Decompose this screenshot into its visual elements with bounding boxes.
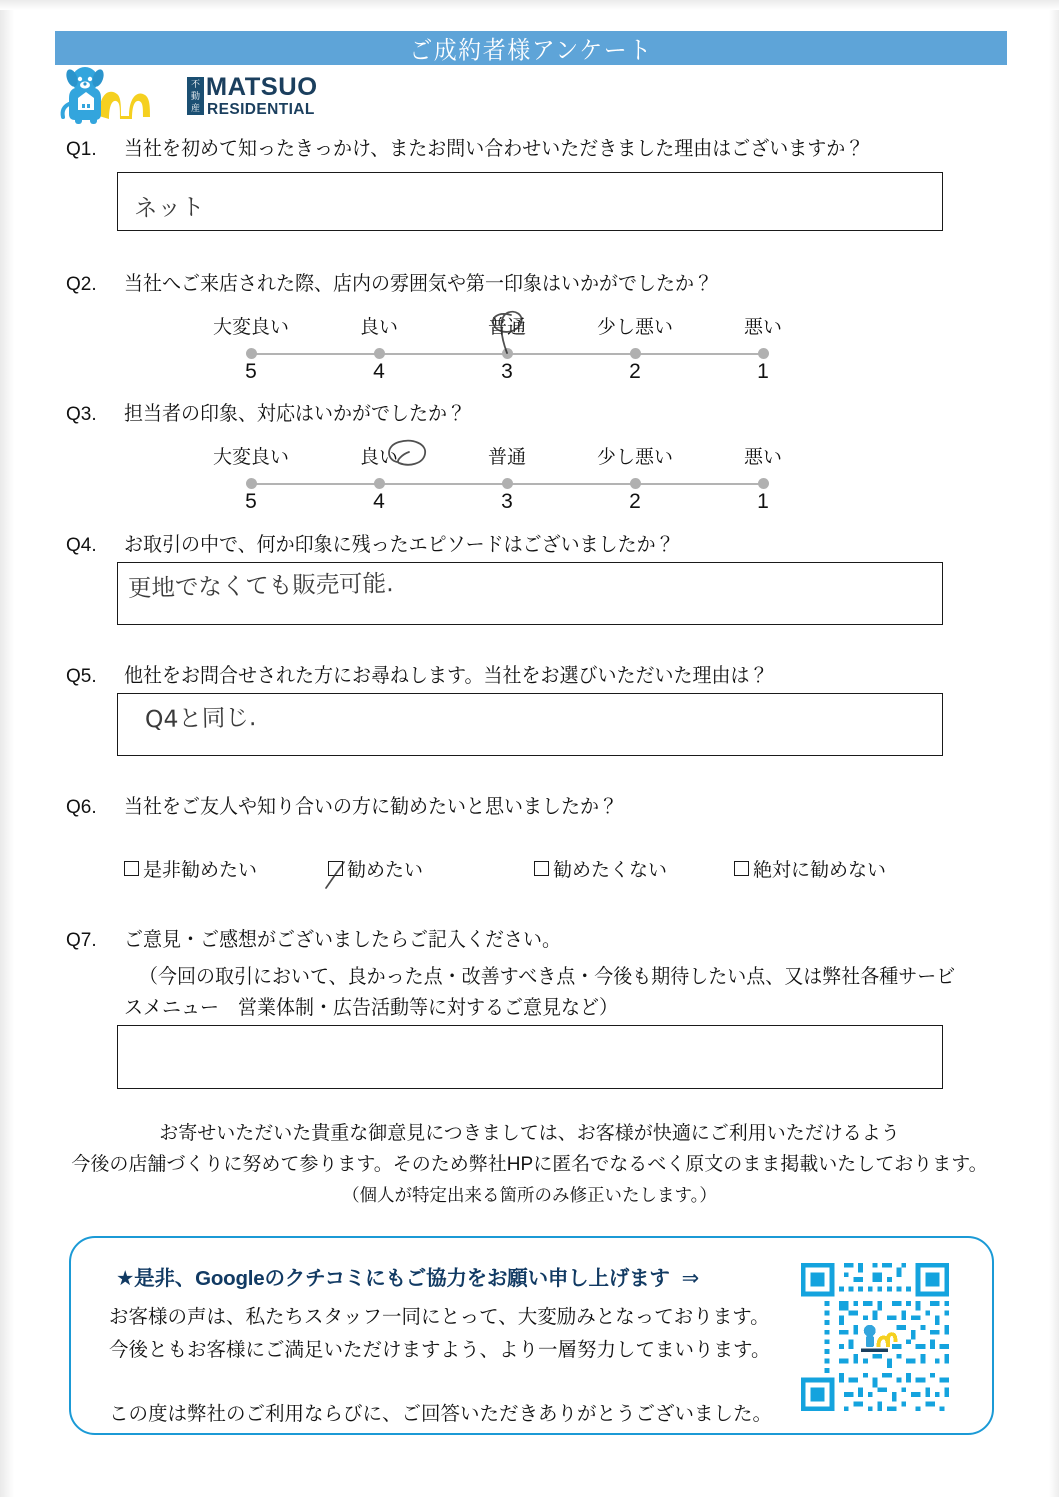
q3-dot-1[interactable]	[699, 478, 827, 489]
q3-label-1[interactable]: 良い	[359, 447, 398, 468]
q6-checkbox-group	[124, 855, 914, 889]
q2-dot-2[interactable]	[571, 348, 699, 359]
q2-dot-1[interactable]	[699, 348, 827, 359]
q6-option-susumetai[interactable]	[328, 855, 423, 882]
checkbox-icon-unchecked[interactable]	[734, 861, 749, 876]
q6-option-zehi-susumetai[interactable]	[124, 855, 257, 882]
q3-dot-2[interactable]	[571, 478, 699, 489]
matsuo-mascot-icon	[57, 64, 185, 126]
promo-thanks-line: この度は弊社のご利用ならびに、ご回答いただきありがとうございました。	[109, 1403, 773, 1425]
q5-number: Q5.	[66, 666, 97, 687]
logo-brand-residential: RESIDENTIAL	[207, 101, 315, 118]
q6-text: 当社をご友人や知り合いの方に勧めたいと思いましたか？	[124, 796, 619, 818]
q2-selection-mark	[481, 305, 551, 367]
q3-label-3[interactable]: 少し悪い	[596, 447, 673, 468]
q3-label-4[interactable]: 悪い	[743, 447, 782, 468]
q7-note-line1: （今回の取引において、良かった点・改善すべき点・今後も期待したい点、又は弊社各種サービ	[139, 966, 956, 988]
arrow-right-icon: ⇒	[681, 1267, 700, 1290]
question-q2	[66, 269, 713, 296]
notice-line-2: 今後の店舗づくりに努めて参ります。そのため弊社HPに匿名でなるべく原文のまま掲載いたしております。	[71, 1154, 988, 1175]
q1-text: 当社を初めて知ったきっかけ、またお問い合わせいただきました理由はございますか？	[124, 138, 865, 160]
q2-label-2[interactable]: 普通	[487, 317, 526, 338]
q1-answer-box[interactable]	[117, 172, 943, 231]
notice-line-1: お寄せいただいた貴重な御意見につきましては、お客様が快適にご利用いただけるよう	[159, 1123, 900, 1144]
privacy-notice	[0, 1118, 1059, 1211]
q4-text: お取引の中で、何か印象に残ったエピソードはございましたか？	[124, 534, 675, 556]
q3-label-0[interactable]: 大変良い	[212, 447, 289, 468]
q3-rating-scale[interactable]	[187, 442, 827, 520]
q2-dot-4[interactable]	[315, 348, 443, 359]
q1-number: Q1.	[66, 139, 97, 160]
q3-dot-4[interactable]	[315, 478, 443, 489]
q7-number: Q7.	[66, 930, 97, 951]
company-logo	[57, 64, 318, 126]
checkbox-icon-unchecked[interactable]	[124, 861, 139, 876]
q3-value-4[interactable]: 1	[757, 490, 769, 513]
q2-value-2[interactable]: 3	[501, 360, 513, 383]
qr-code-icon[interactable]	[796, 1258, 954, 1416]
q2-value-0[interactable]: 5	[245, 360, 257, 383]
scan-edge-left	[0, 0, 14, 1497]
question-q1	[66, 134, 864, 161]
logo-badge: 不動産	[187, 77, 204, 115]
q2-text: 当社へご来店された際、店内の雰囲気や第一印象はいかがでしたか？	[124, 273, 714, 295]
checkbox-icon-unchecked[interactable]	[534, 861, 549, 876]
checkbox-icon-checked[interactable]	[328, 861, 343, 876]
q2-value-3[interactable]: 2	[629, 360, 641, 383]
q7-note-line2: スメニュー 営業体制・広告活動等に対するご意見など）	[124, 997, 619, 1019]
q3-number: Q3.	[66, 404, 97, 425]
promo-line-1: お客様の声は、私たちスタッフ一同にとって、大変励みとなっております。	[109, 1306, 770, 1328]
q3-scale-labels	[187, 442, 827, 469]
q3-value-3[interactable]: 2	[629, 490, 641, 513]
q2-label-4[interactable]: 悪い	[743, 317, 782, 338]
q6-number: Q6.	[66, 797, 97, 818]
question-q3	[66, 399, 466, 426]
question-q4	[66, 530, 675, 557]
q3-scale-values	[187, 490, 827, 514]
q5-answer-handwriting: Q4と同じ.	[144, 704, 257, 734]
q6-option-label-3: 絶対に勧めない	[753, 860, 887, 881]
q3-value-2[interactable]: 3	[501, 490, 513, 513]
promo-line-2: 今後ともお客様にご満足いただけますよう、より一層努力してまいります。	[109, 1339, 771, 1361]
promo-headline	[116, 1261, 699, 1291]
q3-label-2[interactable]: 普通	[487, 447, 526, 468]
q3-scale-dots	[187, 478, 827, 489]
q5-text: 他社をお問合せされた方にお尋ねします。当社をお選びいただいた理由は？	[124, 665, 769, 687]
google-review-promo-box	[69, 1236, 994, 1435]
question-q7	[66, 925, 561, 952]
q3-dot-3[interactable]	[443, 478, 571, 489]
q4-number: Q4.	[66, 535, 97, 556]
question-q5	[66, 661, 768, 688]
q6-option-label-0: 是非勧めたい	[143, 860, 258, 881]
question-q6	[66, 792, 618, 819]
header-banner	[55, 31, 1007, 65]
q2-label-0[interactable]: 大変良い	[212, 317, 289, 338]
q3-selection-mark	[373, 434, 445, 478]
q6-option-label-1: 勧めたい	[347, 860, 424, 881]
q2-label-3[interactable]: 少し悪い	[596, 317, 673, 338]
scan-edge-top	[0, 0, 1059, 10]
q7-text: ご意見・ご感想がございましたらご記入ください。	[124, 929, 562, 951]
check-slash-icon	[323, 860, 349, 890]
scan-edge-right	[1049, 0, 1059, 1497]
q3-dot-5[interactable]	[187, 478, 315, 489]
q2-rating-scale[interactable]	[187, 312, 827, 390]
promo-headline-text: ★是非、Googleのクチコミにもご協力をお願い申し上げます	[116, 1267, 670, 1290]
q2-number: Q2.	[66, 274, 97, 295]
q3-value-0[interactable]: 5	[245, 490, 257, 513]
q6-option-label-2: 勧めたくない	[553, 860, 668, 881]
q3-text: 担当者の印象、対応はいかがでしたか？	[124, 403, 467, 425]
q2-label-1[interactable]: 良い	[359, 317, 398, 338]
page-title: ご成約者様アンケート	[409, 35, 653, 64]
q2-value-1[interactable]: 4	[373, 360, 385, 383]
logo-wordmark	[207, 75, 316, 118]
q6-option-susumetakunai[interactable]	[534, 855, 667, 882]
promo-body	[109, 1301, 770, 1367]
q3-value-1[interactable]: 4	[373, 490, 385, 513]
q2-dot-5[interactable]	[187, 348, 315, 359]
q1-answer-handwriting: ネット	[133, 194, 205, 223]
notice-line-3: （個人が特定出来る箇所のみ修正いたします。）	[342, 1185, 717, 1205]
q7-answer-box[interactable]	[117, 1025, 943, 1089]
q4-answer-handwriting: 更地でなくても販売可能.	[127, 570, 394, 603]
q6-option-zettai-ni-susumenai[interactable]	[734, 855, 886, 882]
logo-brand-matsuo: MATSUO	[205, 73, 318, 101]
q2-value-4[interactable]: 1	[757, 360, 769, 383]
